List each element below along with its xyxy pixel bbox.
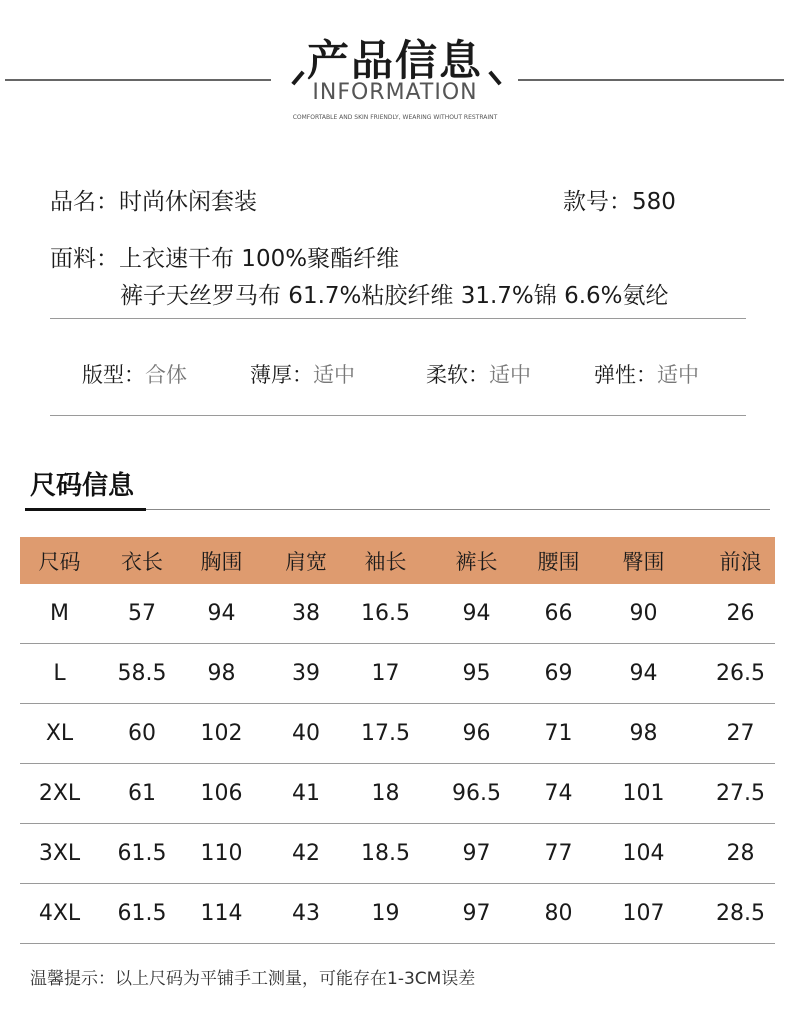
style-number-value: 580 — [632, 189, 676, 215]
table-row — [20, 584, 775, 644]
table-cell: 4XL — [20, 884, 99, 944]
attribute-elasticity — [594, 359, 699, 389]
table-cell: 17.5 — [354, 704, 417, 764]
table-row — [20, 704, 775, 764]
table-row — [20, 884, 775, 944]
style-number-row — [563, 183, 676, 216]
product-name-value: 时尚休闲套装 — [119, 189, 257, 215]
table-cell: 26.5 — [706, 644, 775, 704]
table-cell: 40 — [258, 704, 354, 764]
table-cell: 26 — [706, 584, 775, 644]
table-cell: 97 — [417, 884, 536, 944]
table-row — [20, 824, 775, 884]
attribute-value: 合体 — [145, 363, 187, 387]
table-cell: 39 — [258, 644, 354, 704]
attribute-label: 薄厚： — [250, 363, 313, 387]
table-cell: 101 — [581, 764, 706, 824]
table-cell: 94 — [417, 584, 536, 644]
table-cell: 98 — [185, 644, 258, 704]
table-cell: 58.5 — [99, 644, 185, 704]
table-cell: 61.5 — [99, 884, 185, 944]
header-cell: 衣长 — [99, 537, 185, 584]
table-cell: 94 — [185, 584, 258, 644]
table-cell: 27.5 — [706, 764, 775, 824]
table-cell: L — [20, 644, 99, 704]
attribute-value: 适中 — [313, 363, 355, 387]
table-cell: 90 — [581, 584, 706, 644]
table-cell: M — [20, 584, 99, 644]
table-cell: 80 — [536, 884, 581, 944]
table-row — [20, 764, 775, 824]
page-subtitle: INFORMATION — [312, 80, 478, 105]
header-cell: 裤长 — [417, 537, 536, 584]
table-cell: 96.5 — [417, 764, 536, 824]
table-cell: 61 — [99, 764, 185, 824]
page-title: 产品信息 — [306, 36, 483, 85]
table-cell: 104 — [581, 824, 706, 884]
attribute-value: 适中 — [657, 363, 699, 387]
fabric-row — [50, 240, 399, 273]
table-cell: 43 — [258, 884, 354, 944]
attribute-label: 版型： — [82, 363, 145, 387]
table-cell: 61.5 — [99, 824, 185, 884]
fabric-line-1: 上衣速干布 100%聚酯纤维 — [119, 246, 400, 272]
product-name-label: 品名： — [50, 189, 119, 215]
table-cell: 66 — [536, 584, 581, 644]
header-cell: 胸围 — [185, 537, 258, 584]
table-cell: 74 — [536, 764, 581, 824]
table-row — [20, 644, 775, 704]
attribute-value: 适中 — [489, 363, 531, 387]
table-cell: 106 — [185, 764, 258, 824]
table-cell: 28.5 — [706, 884, 775, 944]
table-cell: 42 — [258, 824, 354, 884]
table-cell: 57 — [99, 584, 185, 644]
table-cell: 107 — [581, 884, 706, 944]
table-cell: 71 — [536, 704, 581, 764]
attribute-softness — [426, 359, 531, 389]
size-table — [20, 537, 775, 944]
table-cell: 41 — [258, 764, 354, 824]
table-cell: 102 — [185, 704, 258, 764]
info-divider-bottom — [50, 415, 746, 416]
table-cell: 96 — [417, 704, 536, 764]
table-cell: 97 — [417, 824, 536, 884]
size-table-header — [20, 537, 775, 584]
table-cell: 110 — [185, 824, 258, 884]
attribute-thickness — [250, 359, 355, 389]
table-cell: 19 — [354, 884, 417, 944]
table-cell: 2XL — [20, 764, 99, 824]
table-cell: 69 — [536, 644, 581, 704]
table-cell: 18 — [354, 764, 417, 824]
table-cell: 60 — [99, 704, 185, 764]
table-cell: 114 — [185, 884, 258, 944]
product-name-row — [50, 183, 257, 216]
table-cell: 3XL — [20, 824, 99, 884]
header-cell: 尺码 — [20, 537, 99, 584]
page-tagline: COMFORTABLE AND SKIN FRIENDLY, WEARING WITHOUT RESTRAINT — [292, 114, 498, 121]
table-cell: 94 — [581, 644, 706, 704]
measurement-note: 温馨提示：以上尺码为平铺手工测量，可能存在1-3CM误差 — [30, 969, 476, 989]
table-cell: XL — [20, 704, 99, 764]
table-cell: 27 — [706, 704, 775, 764]
table-cell: 18.5 — [354, 824, 417, 884]
attribute-label: 弹性： — [594, 363, 657, 387]
size-section-divider — [146, 509, 770, 510]
table-cell: 28 — [706, 824, 775, 884]
table-cell: 77 — [536, 824, 581, 884]
attribute-label: 柔软： — [426, 363, 489, 387]
fabric-line-2: 裤子天丝罗马布 61.7%粘胶纤维 31.7%锦 6.6%氨纶 — [120, 283, 669, 309]
fabric-label: 面料： — [50, 246, 119, 272]
table-cell: 17 — [354, 644, 417, 704]
header-cell: 臀围 — [581, 537, 706, 584]
table-cell: 98 — [581, 704, 706, 764]
size-title-underline — [25, 508, 146, 511]
table-cell: 16.5 — [354, 584, 417, 644]
header-cell: 腰围 — [536, 537, 581, 584]
table-cell: 38 — [258, 584, 354, 644]
info-divider-top — [50, 318, 746, 319]
header-cell: 袖长 — [354, 537, 417, 584]
header-cell: 肩宽 — [258, 537, 354, 584]
table-cell: 95 — [417, 644, 536, 704]
size-section-title: 尺码信息 — [30, 471, 135, 501]
style-number-label: 款号： — [563, 189, 632, 215]
header-cell: 前浪 — [706, 537, 775, 584]
attribute-fit — [82, 359, 187, 389]
